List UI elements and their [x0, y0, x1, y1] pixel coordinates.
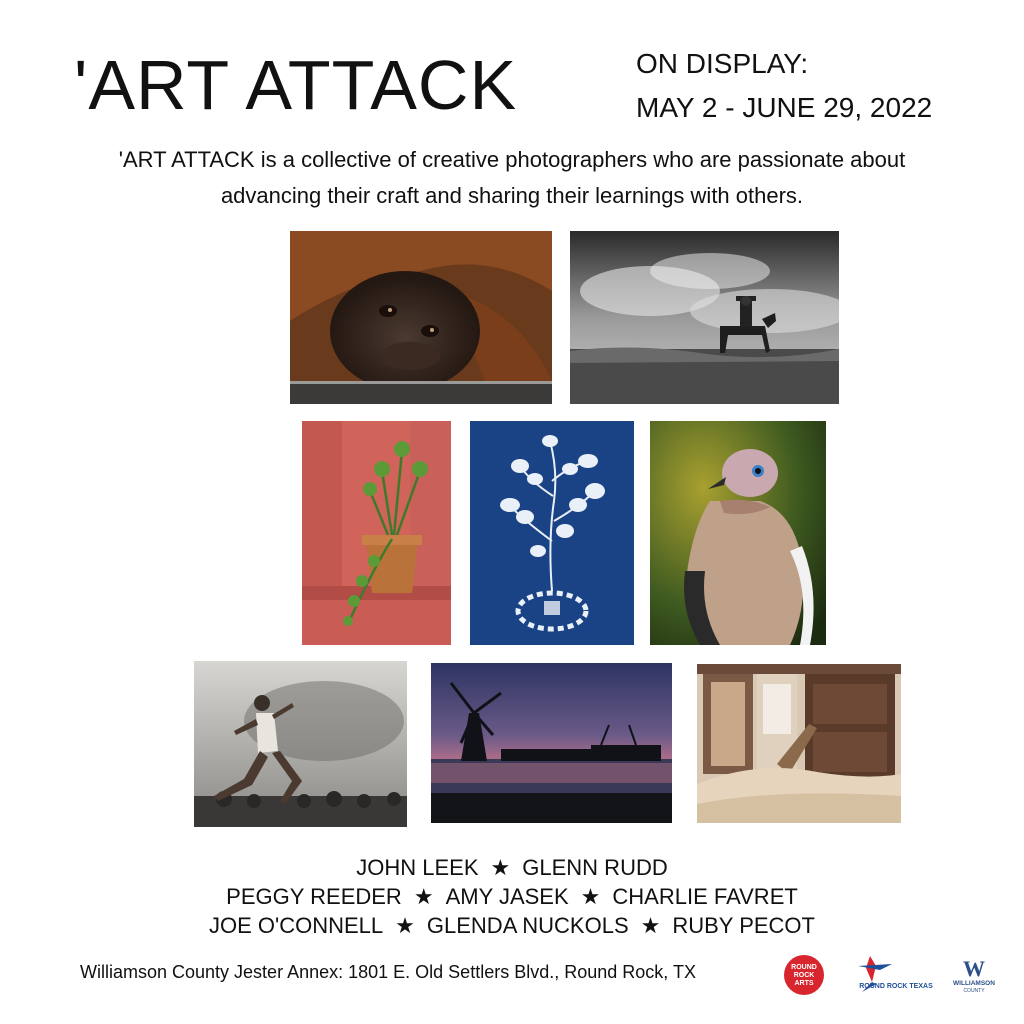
star-icon: ★ [395, 913, 415, 938]
photo-orangutan [290, 231, 552, 404]
photo-sand-room [697, 664, 901, 823]
photo-succulent [302, 421, 451, 645]
svg-text:ARTS: ARTS [794, 980, 814, 987]
artist-name: JOHN LEEK [356, 855, 479, 880]
star-icon: ★ [580, 884, 601, 909]
photo-dove [650, 421, 826, 645]
artist-name: CHARLIE FAVRET [612, 884, 798, 909]
artist-name: GLENDA NUCKOLS [426, 913, 629, 938]
artist-name: PEGGY REEDER [226, 884, 402, 909]
display-dates: MAY 2 - JUNE 29, 2022 [636, 92, 933, 123]
star-icon: ★ [640, 913, 661, 938]
artists-row-2 [0, 884, 1024, 910]
description-line-2: advancing their craft and sharing their learnings with others. [220, 183, 804, 208]
description-line-1: 'ART ATTACK is a collective of creative photographers who are passionate about [118, 147, 906, 172]
round-rock-texas-logo [850, 952, 934, 996]
svg-text:ROCK: ROCK [793, 972, 815, 979]
svg-text:W: W [963, 956, 985, 981]
artists-row-1 [0, 855, 1024, 881]
star-icon: ★ [490, 855, 511, 880]
round-rock-arts-logo [783, 954, 825, 996]
svg-text:ROUND: ROUND [791, 964, 817, 971]
artist-name: GLENN RUDD [522, 855, 668, 880]
artist-name: JOE O'CONNELL [209, 913, 384, 938]
artist-name: AMY JASEK [445, 884, 569, 909]
venue-address: Williamson County Jester Annex: 1801 E. Old Settlers Blvd., Round Rock, TX [80, 962, 696, 982]
photo-runner [194, 661, 407, 827]
svg-text:COUNTY: COUNTY [963, 988, 985, 994]
photo-cyanotype [470, 421, 634, 645]
artist-name: RUBY PECOT [672, 913, 815, 938]
artists-row-3 [0, 913, 1024, 939]
svg-text:ROUND ROCK TEXAS: ROUND ROCK TEXAS [859, 983, 933, 990]
williamson-county-logo [946, 954, 1002, 998]
display-info [636, 42, 932, 130]
photo-cowboy [570, 231, 839, 404]
description [40, 142, 984, 214]
photo-windmill [431, 663, 672, 823]
svg-text:WILLIAMSON: WILLIAMSON [953, 980, 995, 987]
exhibit-title: 'ART ATTACK [74, 46, 518, 124]
display-label: ON DISPLAY: [636, 48, 809, 79]
star-icon: ★ [413, 884, 434, 909]
